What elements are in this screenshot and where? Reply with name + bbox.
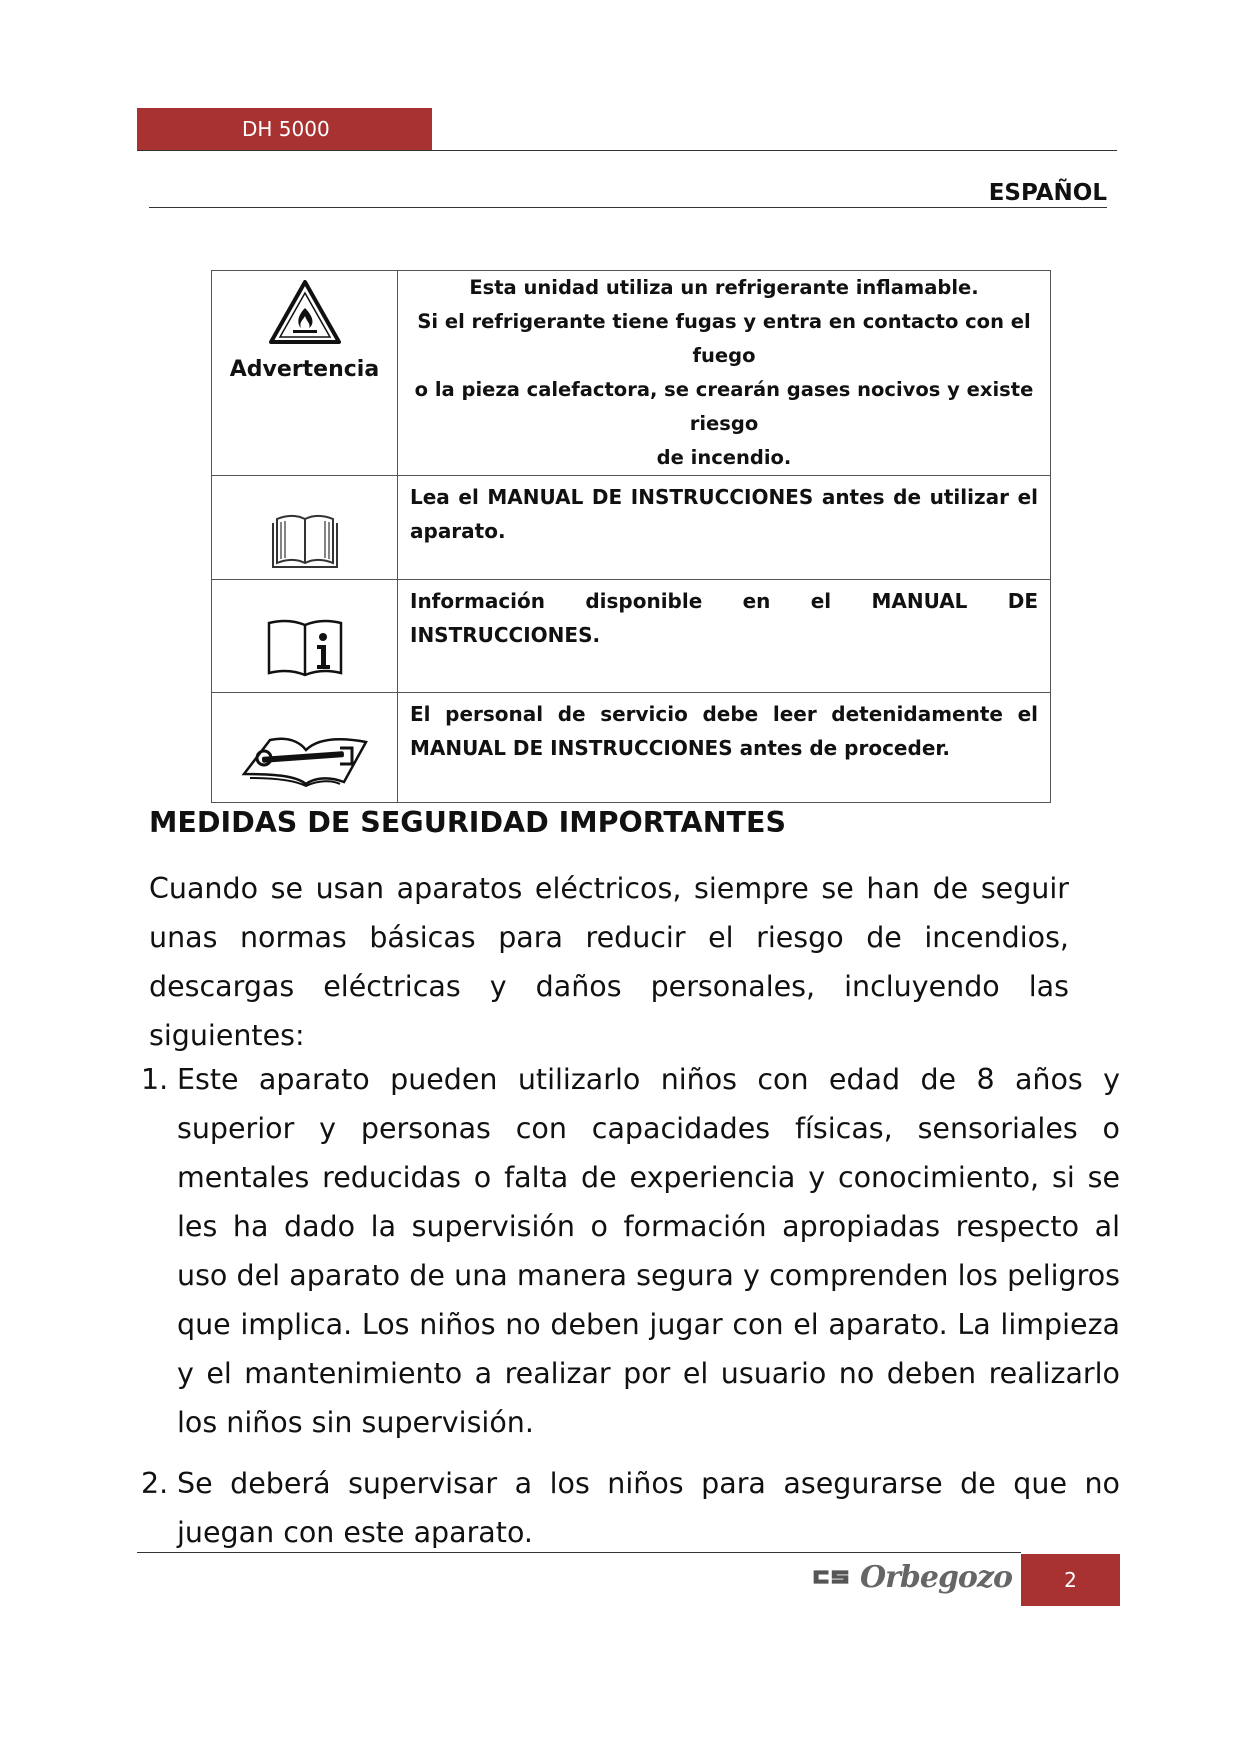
warning-text [398, 271, 1051, 476]
warning-line: Si el refrigerante tiene fugas y entra en contacto con el fuego [417, 310, 1031, 367]
service-manual-icon [240, 728, 370, 788]
warning-label: Advertencia [229, 357, 380, 382]
brand-mark-icon [812, 1565, 850, 1589]
table-row [212, 693, 1051, 803]
model-label: DH 5000 [242, 117, 330, 141]
warning-line: de incendio. [656, 446, 792, 469]
list-item-text: Se deberá supervisar a los niños para asegurarse de que no juegan con este aparato. [177, 1467, 1120, 1549]
list-item [0, 1055, 1120, 1447]
footer-rule [137, 1552, 1021, 1553]
list-item-number: 2. [141, 1467, 169, 1500]
service-text: El personal de servicio debe leer detenidamente el MANUAL DE INSTRUCCIONES antes de proceder. [398, 693, 1051, 803]
flammable-warning-icon [267, 278, 343, 346]
list-item-number: 1. [141, 1063, 169, 1096]
header-rule-bottom [149, 207, 1107, 208]
brand-name: Orbegozo [859, 1559, 1012, 1595]
info-cell [212, 580, 398, 693]
model-tab [137, 108, 432, 150]
section-intro: Cuando se usan aparatos eléctricos, siempre se han de seguir unas normas básicas para reducir el riesgo de incendios, descargas eléctricas y daños personales, incluyendo las siguientes: [149, 872, 1069, 1052]
manual-text: Lea el MANUAL DE INSTRUCCIONES antes de utilizar el aparato. [398, 476, 1051, 580]
table-row [212, 476, 1051, 580]
list-item-text: Este aparato pueden utilizarlo niños con edad de 8 años y superior y personas con capacidades físicas, sensoriales o mentales reducidas o falta de experiencia y conocimiento, si se les ha dado la supervisión o formación apropiadas respecto al uso del aparato de una manera segura y comprenden los peligros que implica. Los niños no deben jugar con el aparato. La limpieza y el mantenimiento a realizar por el usuario no deben realizarlo los niños sin supervisión. [177, 1063, 1120, 1439]
page-number-box [1021, 1554, 1120, 1606]
table-row [212, 271, 1051, 476]
manual-book-icon [269, 513, 341, 573]
table-row [212, 580, 1051, 693]
safety-list [0, 1055, 1241, 1569]
service-cell [212, 693, 398, 803]
page-number: 2 [1064, 1568, 1077, 1592]
manual-cell [212, 476, 398, 580]
info-manual-icon [265, 619, 345, 677]
warning-line: Esta unidad utiliza un refrigerante inflamable. [469, 276, 979, 299]
brand-logo [812, 1557, 1012, 1597]
list-item [0, 1459, 1120, 1557]
symbols-table [211, 270, 1051, 803]
language-label: ESPAÑOL [988, 180, 1107, 206]
header-rule-top [137, 150, 1117, 151]
section-title: MEDIDAS DE SEGURIDAD IMPORTANTES [149, 806, 786, 839]
info-text: Información disponible en el MANUAL DE INSTRUCCIONES. [398, 580, 1051, 693]
warning-cell [212, 271, 398, 476]
warning-line: o la pieza calefactora, se crearán gases nocivos y existe riesgo [414, 378, 1034, 435]
